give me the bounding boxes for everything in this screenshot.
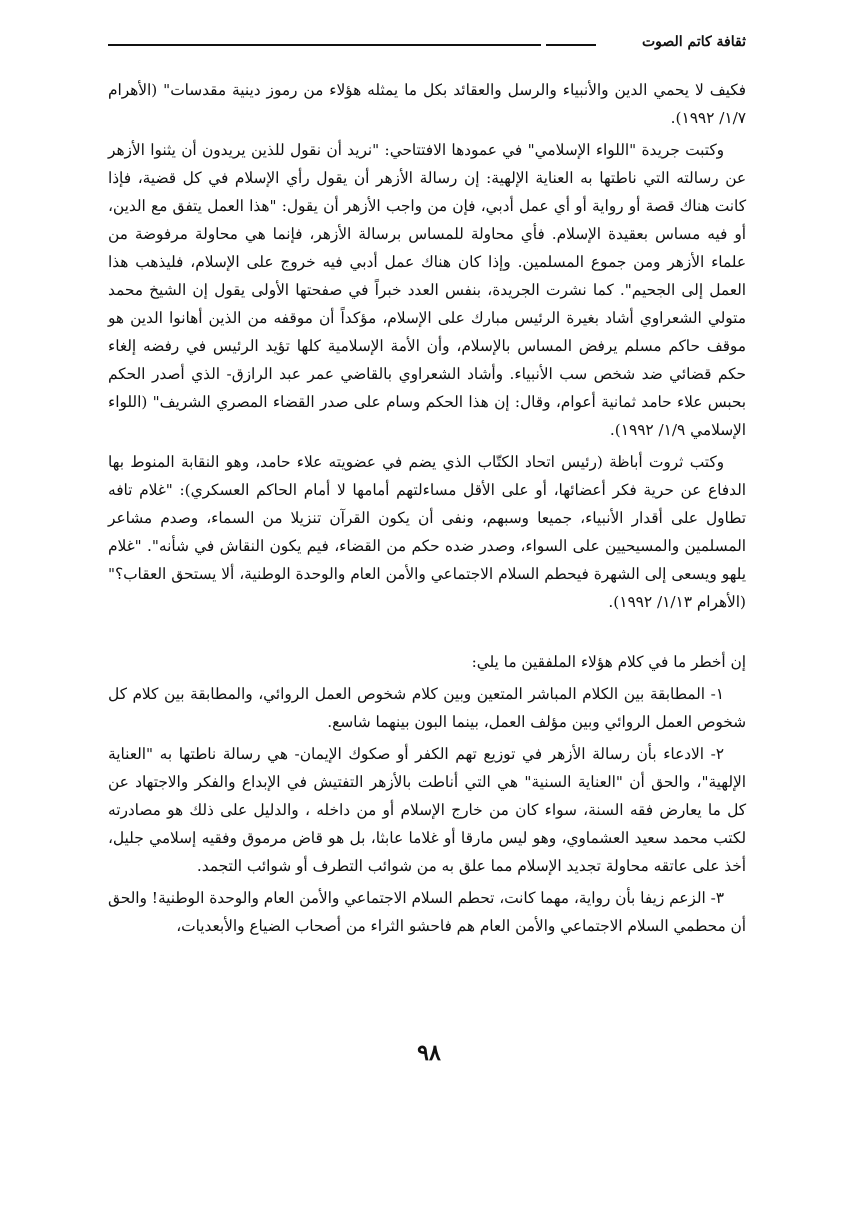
running-header — [108, 34, 746, 56]
paragraph: فكيف لا يحمي الدين والأنبياء والرسل والعقائد بكل ما يمثله هؤلاء من رموز دينية مقدسات" (الأهرام ١/٧/ ١٩٩٢). — [108, 81, 746, 127]
header-rule — [108, 44, 541, 46]
paragraph: وكتبت جريدة "اللواء الإسلامي" في عمودها الافتتاحي: "نريد أن نقول للذين يريدون أن يثنوا الأزهر عن رسالته التي ناطتها به العناية الإلهية: إن رسالة الأزهر أن يقول رأي الإسلام في كل قضية، فإذا كانت هناك قصة أو رواية أو أي عمل أدبي، فإن من واجب الأزهر أن يقول: "هذا العمل يتفق مع الدين، أو فيه مساس بعقيدة الإسلام. فأي محاولة للمساس برسالة الأزهر، فإنما هي محاولة مرفوضة من علماء الأزهر ومن جموع المسلمين. وإذا كان هناك عمل أدبي فيه خروج على الإسلام، فليذهب هذا العمل إلى الجحيم". كما نشرت الجريدة، بنفس العدد خبراً في صفحتها الأولى يقول إن الشيخ محمد متولي الشعراوي أشاد بغيرة الرئيس مبارك على الإسلام، مؤكداً أن موقفه من الذين أهانوا الدين هو موقف حاكم مسلم يرفض المساس بالإسلام، وأن الأمة الإسلامية كلها تؤيد الرئيس في رفضه إلغاء حكم قضائي ضد شخص سب الأنبياء. وأشاد الشعراوي بالقاضي عمر عبد الرازق- الذي أصدر الحكم بحبس علاء حامد ثمانية أعوام، وقال: إن هذا الحكم وسام على صدر القضاء المصري الشريف" (اللواء الإسلامي ١/٩/ ١٩٩٢). — [108, 141, 746, 439]
paragraph: وكتب ثروت أباظة (رئيس اتحاد الكتّاب الذي يضم في عضويته علاء حامد، وهو النقابة المنوط بها الدفاع عن حرية فكر أعضائها، أو على الأقل مساءلتهم أمامها لا أمام الحاكم العسكري): "غلام تافه تطاول على أقدار الأنبياء، جميعا وسبهم، ونفى أن يكون القرآن تنزيلا من السماء، وصدم مشاعر المسلمين والمسيحيين على السواء، وصدر ضده حكم من القضاء، فيم يكون النقاش في شأنه". "غلام يلهو ويسعى إلى الشهرة فيحطم السلام الاجتماعي والأمن العام والوحدة الوطنية، ألا يستحق العقاب؟" (الأهرام ١/١٣/ ١٩٩٢). — [108, 453, 746, 611]
page-number: ٩٨ — [417, 1040, 441, 1066]
header-dash — [546, 44, 596, 46]
list-item: ٣- الزعم زيفا بأن رواية، مهما كانت، تحطم السلام الاجتماعي والأمن العام والوحدة الوطنية! والحق أن محطمي السلام الاجتماعي والأمن العام هم فاحشو الثراء من أصحاب الضياع والأبعديات، — [108, 889, 746, 935]
running-header-title: ثقافة كاتم الصوت — [641, 34, 746, 50]
list-item: ٢- الادعاء بأن رسالة الأزهر في توزيع تهم الكفر أو صكوك الإيمان- هي رسالة ناطتها به "العناية الإلهية"، والحق أن "العناية السنية" هي التي أناطت بالأزهر التفتيش في الإبداع والفكر والاجتهاد عن كل ما يعارض فقه السنة، سواء كان من خارج الإسلام أو من داخله ، والدليل على ذلك هو مصادرته لكتب محمد سعيد العشماوي، وهو ليس مارقا أو غلاما عابثا، بل هو قاض مرموق وفقيه إسلامي جليل، أخذ على عاتقه محاولة تجديد الإسلام مما علق به من شوائب التطرف أو شوائب التجمد. — [108, 745, 746, 875]
list-item: ١- المطابقة بين الكلام المباشر المتعين وبين كلام شخوص العمل الروائي، والمطابقة بين كلام كل شخوص العمل الروائي وبين مؤلف العمل، بينما البون بينهما شاسع. — [108, 685, 746, 731]
paragraph: إن أخطر ما في كلام هؤلاء الملفقين ما يلي: — [471, 653, 746, 671]
section-spacer — [108, 620, 746, 648]
body-text — [108, 76, 746, 944]
